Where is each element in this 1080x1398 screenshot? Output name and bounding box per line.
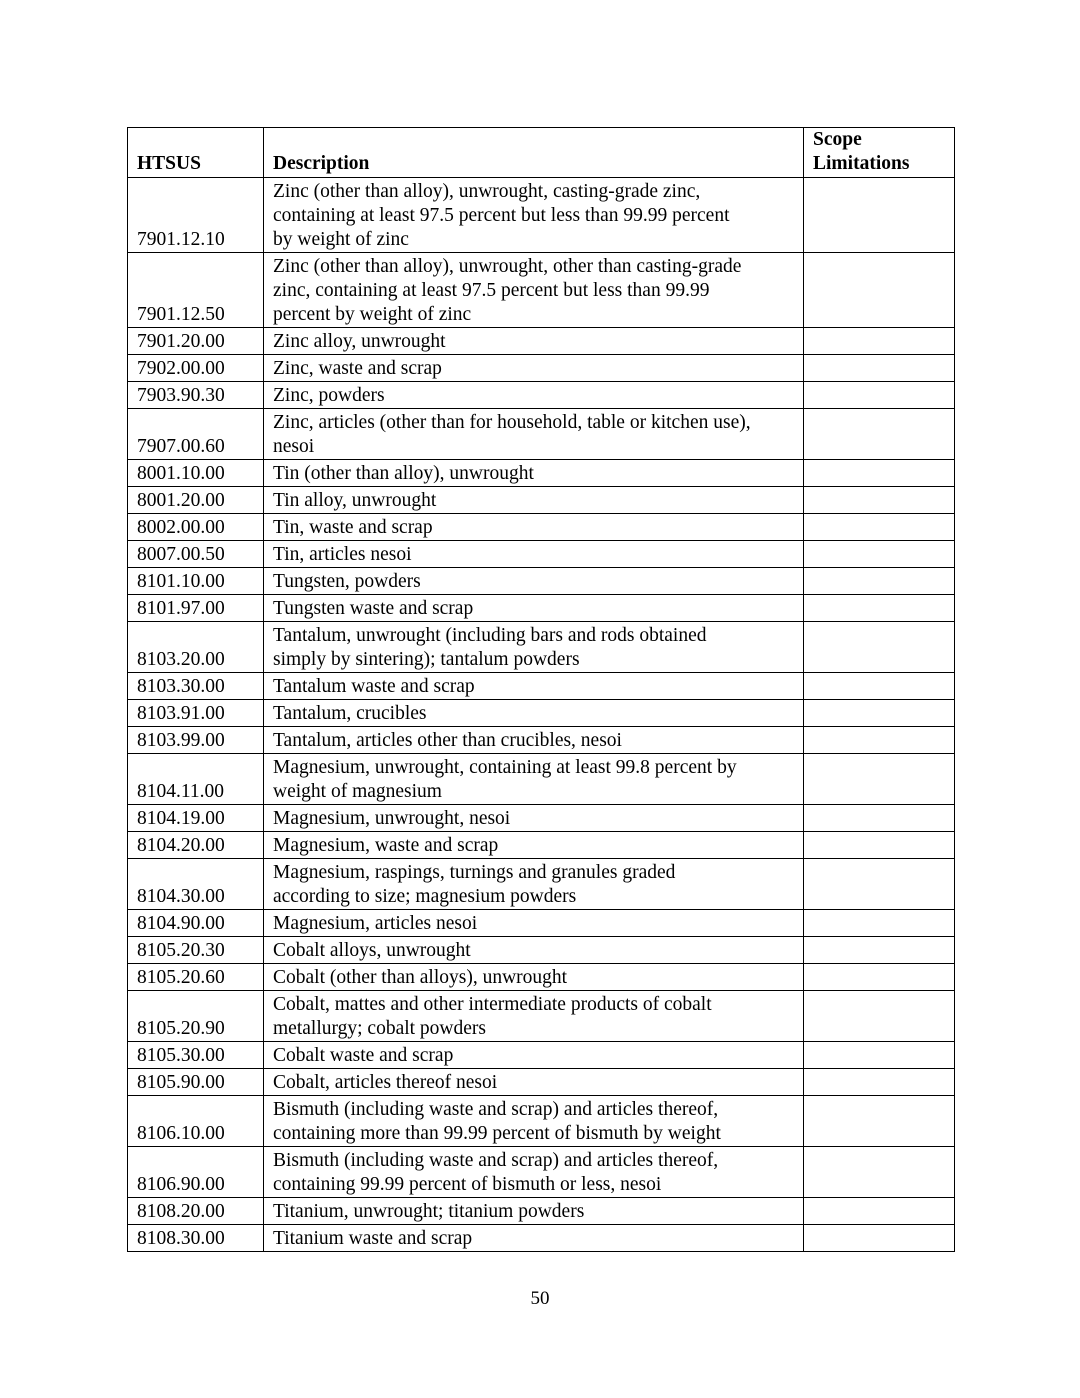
scope-limitations-cell bbox=[804, 937, 955, 964]
description-line: containing 99.99 percent of bismuth or less, nesoi bbox=[273, 1174, 662, 1195]
description-cell bbox=[264, 805, 804, 832]
scope-limitations-cell bbox=[804, 1225, 955, 1252]
description-cell bbox=[264, 1225, 804, 1252]
scope-limitations-cell bbox=[804, 1042, 955, 1069]
scope-limitations-cell bbox=[804, 859, 955, 910]
description-cell bbox=[264, 1096, 804, 1147]
description-line: Magnesium, waste and scrap bbox=[273, 835, 499, 856]
scope-limitations-cell bbox=[804, 382, 955, 409]
description-line: Bismuth (including waste and scrap) and articles thereof, bbox=[273, 1150, 719, 1171]
htsus-code-cell: 8105.20.90 bbox=[128, 991, 264, 1042]
description-cell bbox=[264, 937, 804, 964]
description-line: Titanium, unwrought; titanium powders bbox=[273, 1201, 585, 1222]
htsus-code-cell: 7901.20.00 bbox=[128, 328, 264, 355]
table-row bbox=[128, 382, 955, 409]
page-number: 50 bbox=[530, 1288, 550, 1309]
table-row bbox=[128, 355, 955, 382]
description-cell bbox=[264, 832, 804, 859]
scope-limitations-cell bbox=[804, 673, 955, 700]
description-cell bbox=[264, 1198, 804, 1225]
description-cell bbox=[264, 727, 804, 754]
htsus-code-cell: 8104.20.00 bbox=[128, 832, 264, 859]
description-line: Magnesium, articles nesoi bbox=[273, 913, 478, 934]
description-line: Tin (other than alloy), unwrought bbox=[273, 463, 534, 484]
description-line: Tin alloy, unwrought bbox=[273, 490, 437, 511]
description-line: Cobalt (other than alloys), unwrought bbox=[273, 967, 568, 988]
table-row bbox=[128, 910, 955, 937]
htsus-code-cell: 8104.30.00 bbox=[128, 859, 264, 910]
table-row bbox=[128, 568, 955, 595]
table-row bbox=[128, 328, 955, 355]
scope-limitations-cell bbox=[804, 568, 955, 595]
description-cell bbox=[264, 568, 804, 595]
description-cell bbox=[264, 1042, 804, 1069]
table-row bbox=[128, 964, 955, 991]
description-line: Zinc, articles (other than for household, table or kitchen use), bbox=[273, 412, 751, 433]
description-line: by weight of zinc bbox=[273, 229, 409, 250]
description-line: Tungsten waste and scrap bbox=[273, 598, 474, 619]
table-row bbox=[128, 832, 955, 859]
description-cell bbox=[264, 595, 804, 622]
table-row bbox=[128, 1225, 955, 1252]
description-line: Zinc alloy, unwrought bbox=[273, 331, 446, 352]
scope-limitations-cell bbox=[804, 178, 955, 253]
description-line: percent by weight of zinc bbox=[273, 304, 472, 325]
htsus-code-cell: 7901.12.10 bbox=[128, 178, 264, 253]
table-row bbox=[128, 937, 955, 964]
scope-limitations-cell bbox=[804, 754, 955, 805]
description-cell bbox=[264, 178, 804, 253]
scope-limitations-cell bbox=[804, 487, 955, 514]
description-line: Tantalum waste and scrap bbox=[273, 676, 475, 697]
table-row bbox=[128, 178, 955, 253]
description-line: according to size; magnesium powders bbox=[273, 886, 577, 907]
scope-limitations-cell bbox=[804, 253, 955, 328]
scope-limitations-cell bbox=[804, 991, 955, 1042]
table-row bbox=[128, 487, 955, 514]
htsus-code-cell: 8101.97.00 bbox=[128, 595, 264, 622]
scope-limitations-cell bbox=[804, 409, 955, 460]
htsus-code-cell: 8001.20.00 bbox=[128, 487, 264, 514]
description-line: Zinc, waste and scrap bbox=[273, 358, 442, 379]
header-htsus: HTSUS bbox=[128, 128, 264, 178]
description-cell bbox=[264, 754, 804, 805]
description-line: Tin, articles nesoi bbox=[273, 544, 412, 565]
table-row bbox=[128, 622, 955, 673]
table-row bbox=[128, 514, 955, 541]
table-row bbox=[128, 1147, 955, 1198]
description-line: simply by sintering); tantalum powders bbox=[273, 649, 580, 670]
header-scope-limitations bbox=[804, 128, 955, 178]
htsus-code-cell: 8007.00.50 bbox=[128, 541, 264, 568]
scope-limitations-cell bbox=[804, 1147, 955, 1198]
table-row bbox=[128, 1198, 955, 1225]
description-line: Magnesium, unwrought, nesoi bbox=[273, 808, 511, 829]
table-row bbox=[128, 754, 955, 805]
table-row bbox=[128, 727, 955, 754]
scope-limitations-cell bbox=[804, 727, 955, 754]
description-cell bbox=[264, 910, 804, 937]
scope-limitations-cell bbox=[804, 514, 955, 541]
description-cell bbox=[264, 514, 804, 541]
description-line: Cobalt, mattes and other intermediate products of cobalt bbox=[273, 994, 712, 1015]
description-cell bbox=[264, 487, 804, 514]
htsus-code-cell: 8106.10.00 bbox=[128, 1096, 264, 1147]
description-cell bbox=[264, 460, 804, 487]
description-cell bbox=[264, 859, 804, 910]
table-row bbox=[128, 253, 955, 328]
table-row bbox=[128, 1096, 955, 1147]
htsus-code-cell: 8106.90.00 bbox=[128, 1147, 264, 1198]
htsus-code-cell: 8105.90.00 bbox=[128, 1069, 264, 1096]
scope-limitations-cell bbox=[804, 622, 955, 673]
description-line: Cobalt waste and scrap bbox=[273, 1045, 454, 1066]
description-line: Zinc (other than alloy), unwrought, other than casting-grade bbox=[273, 256, 742, 277]
description-cell bbox=[264, 673, 804, 700]
htsus-code-cell: 8001.10.00 bbox=[128, 460, 264, 487]
table-row bbox=[128, 991, 955, 1042]
description-line: containing at least 97.5 percent but less than 99.99 percent bbox=[273, 205, 730, 226]
description-line: zinc, containing at least 97.5 percent but less than 99.99 bbox=[273, 280, 710, 301]
scope-limitations-cell bbox=[804, 355, 955, 382]
table-row bbox=[128, 1069, 955, 1096]
description-line: Tantalum, crucibles bbox=[273, 703, 427, 724]
description-line: metallurgy; cobalt powders bbox=[273, 1018, 487, 1039]
htsus-code-cell: 8104.19.00 bbox=[128, 805, 264, 832]
description-line: nesoi bbox=[273, 436, 315, 457]
description-cell bbox=[264, 253, 804, 328]
description-cell bbox=[264, 991, 804, 1042]
htsus-code-cell: 7901.12.50 bbox=[128, 253, 264, 328]
description-line: Cobalt, articles thereof nesoi bbox=[273, 1072, 498, 1093]
header-scope-line2: Limitations bbox=[813, 153, 910, 174]
description-line: Magnesium, unwrought, containing at least 99.8 percent by bbox=[273, 757, 737, 778]
description-line: Zinc (other than alloy), unwrought, casting-grade zinc, bbox=[273, 181, 701, 202]
htsus-code-cell: 7903.90.30 bbox=[128, 382, 264, 409]
description-line: Tungsten, powders bbox=[273, 571, 421, 592]
htsus-code-cell: 8103.20.00 bbox=[128, 622, 264, 673]
description-cell bbox=[264, 382, 804, 409]
table-row bbox=[128, 700, 955, 727]
description-line: Tantalum, unwrought (including bars and rods obtained bbox=[273, 625, 707, 646]
htsus-code-cell: 8103.30.00 bbox=[128, 673, 264, 700]
scope-limitations-cell bbox=[804, 805, 955, 832]
scope-limitations-cell bbox=[804, 1069, 955, 1096]
htsus-code-cell: 8105.20.30 bbox=[128, 937, 264, 964]
scope-limitations-cell bbox=[804, 1096, 955, 1147]
description-line: Tantalum, articles other than crucibles, nesoi bbox=[273, 730, 622, 751]
scope-limitations-cell bbox=[804, 964, 955, 991]
htsus-code-cell: 8103.99.00 bbox=[128, 727, 264, 754]
table-row bbox=[128, 805, 955, 832]
description-line: Tin, waste and scrap bbox=[273, 517, 433, 538]
description-line: Magnesium, raspings, turnings and granules graded bbox=[273, 862, 676, 883]
description-cell bbox=[264, 1069, 804, 1096]
htsus-code-cell: 8104.90.00 bbox=[128, 910, 264, 937]
htsus-code-cell: 8108.20.00 bbox=[128, 1198, 264, 1225]
description-cell bbox=[264, 355, 804, 382]
description-cell bbox=[264, 1147, 804, 1198]
description-cell bbox=[264, 541, 804, 568]
scope-limitations-cell bbox=[804, 595, 955, 622]
scope-limitations-cell bbox=[804, 700, 955, 727]
table-row bbox=[128, 859, 955, 910]
description-line: Bismuth (including waste and scrap) and articles thereof, bbox=[273, 1099, 719, 1120]
header-scope-line1: Scope bbox=[813, 129, 862, 150]
htsus-code-cell: 8105.20.60 bbox=[128, 964, 264, 991]
scope-limitations-cell bbox=[804, 832, 955, 859]
table-row bbox=[128, 595, 955, 622]
table-row bbox=[128, 1042, 955, 1069]
description-line: containing more than 99.99 percent of bismuth by weight bbox=[273, 1123, 721, 1144]
htsus-code-cell: 8105.30.00 bbox=[128, 1042, 264, 1069]
htsus-code-cell: 7907.00.60 bbox=[128, 409, 264, 460]
description-line: weight of magnesium bbox=[273, 781, 442, 802]
table-body bbox=[128, 178, 955, 1252]
description-line: Zinc, powders bbox=[273, 385, 385, 406]
table-row bbox=[128, 409, 955, 460]
description-cell bbox=[264, 622, 804, 673]
scope-limitations-cell bbox=[804, 910, 955, 937]
tariff-table bbox=[127, 127, 955, 1252]
table-row bbox=[128, 460, 955, 487]
table-header-row bbox=[128, 128, 955, 178]
description-cell bbox=[264, 328, 804, 355]
header-description: Description bbox=[264, 128, 804, 178]
htsus-code-cell: 8002.00.00 bbox=[128, 514, 264, 541]
htsus-code-cell: 8108.30.00 bbox=[128, 1225, 264, 1252]
scope-limitations-cell bbox=[804, 460, 955, 487]
table-row bbox=[128, 673, 955, 700]
description-cell bbox=[264, 409, 804, 460]
table-row bbox=[128, 541, 955, 568]
description-cell bbox=[264, 700, 804, 727]
scope-limitations-cell bbox=[804, 541, 955, 568]
scope-limitations-cell bbox=[804, 328, 955, 355]
description-line: Titanium waste and scrap bbox=[273, 1228, 473, 1249]
description-cell bbox=[264, 964, 804, 991]
htsus-code-cell: 8104.11.00 bbox=[128, 754, 264, 805]
htsus-code-cell: 8103.91.00 bbox=[128, 700, 264, 727]
description-line: Cobalt alloys, unwrought bbox=[273, 940, 471, 961]
htsus-code-cell: 8101.10.00 bbox=[128, 568, 264, 595]
htsus-code-cell: 7902.00.00 bbox=[128, 355, 264, 382]
scope-limitations-cell bbox=[804, 1198, 955, 1225]
